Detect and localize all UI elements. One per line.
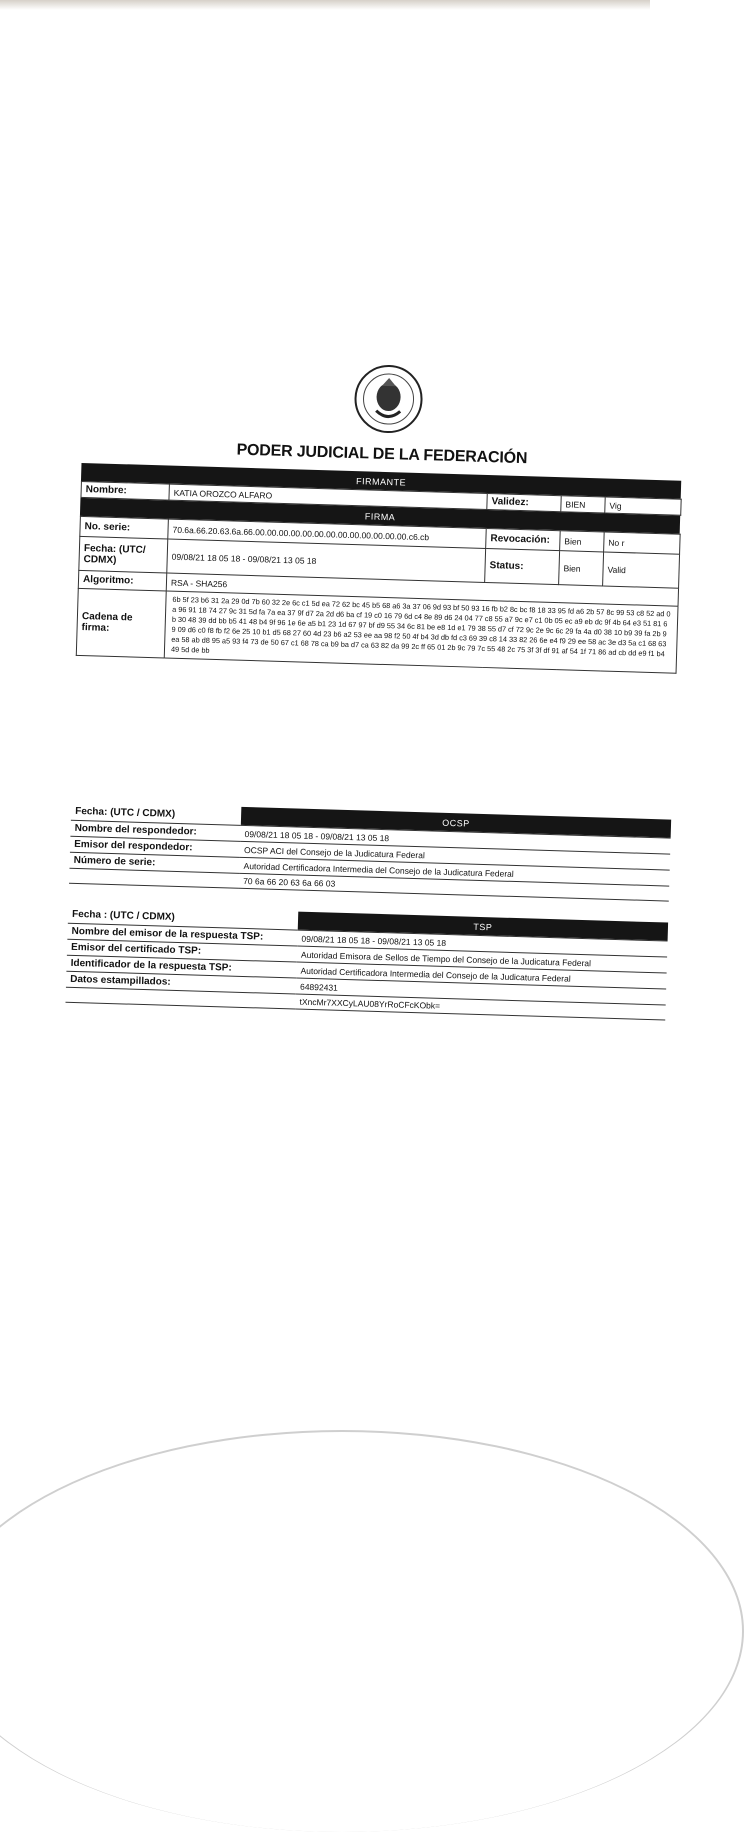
ocsp-nombre-value: OCSP ACI del Consejo de la Judicatura Federal <box>240 841 670 870</box>
ocsp-nombre-label: Nombre del respondedor: <box>70 820 240 841</box>
validez-label: Validez: <box>487 493 561 511</box>
firma-table <box>76 516 681 674</box>
status-extra: Valid <box>603 552 680 588</box>
serie-label: No. serie: <box>80 516 169 539</box>
serie-value: 70.6a.66.20.63.6a.66.00.00.00.00.00.00.00.00.00.00.00.00.00.c6.cb <box>168 519 486 548</box>
firmante-header: FIRMANTE <box>81 463 681 499</box>
document-title: PODER JUDICIAL DE LA FEDERACIÓN <box>236 441 528 468</box>
mexico-coat-of-arms-icon <box>353 363 425 435</box>
signature-certificate-page <box>70 345 685 1011</box>
tsp-nombre-emisor-label: Nombre del emisor de la respuesta TSP: <box>67 923 297 946</box>
tsp-header: TSP <box>298 912 668 941</box>
nombre-label: Nombre: <box>81 481 169 500</box>
ocsp-header: OCSP <box>241 807 671 838</box>
tsp-fecha-label: Fecha : (UTC / CDMX) <box>68 905 298 930</box>
ocsp-serie-value: 70 6a 66 20 63 6a 66 03 <box>239 873 669 901</box>
tsp-table <box>65 905 668 1021</box>
top-edge-shadow <box>0 0 650 10</box>
ocsp-emisor-label: Emisor del respondedor: <box>70 836 240 857</box>
algoritmo-value: RSA - SHA256 <box>166 573 678 606</box>
ocsp-table <box>69 802 671 902</box>
tsp-identificador-label: Identificador de la respuesta TSP: <box>66 955 296 978</box>
revocacion-extra: No r <box>604 532 681 554</box>
ocsp-section <box>69 802 671 902</box>
tsp-datos-label: Datos estampillados: <box>66 971 296 994</box>
status-label: Status: <box>485 548 560 584</box>
cadena-label: Cadena de firma: <box>76 588 166 658</box>
tsp-emisor-cert-label: Emisor del certificado TSP: <box>67 939 297 962</box>
paper-curl-edge <box>0 1430 744 1832</box>
validez-extra: Vig <box>605 497 681 515</box>
validez-value: BIEN <box>561 496 605 513</box>
fecha-label: Fecha: (UTC/ CDMX) <box>79 536 168 573</box>
algoritmo-label: Algoritmo: <box>78 570 166 591</box>
ocsp-emisor-value: Autoridad Certificadora Intermedia del Consejo de la Judicatura Federal <box>239 857 669 886</box>
fecha-value: 09/08/21 18 05 18 - 09/08/21 13 05 18 <box>167 539 486 582</box>
tsp-section <box>65 905 668 1021</box>
ocsp-fecha-label: Fecha: (UTC / CDMX) <box>71 802 241 826</box>
tsp-identificador-value: 64892431 <box>296 978 666 1005</box>
tsp-fecha-value: 09/08/21 18 05 18 - 09/08/21 13 05 18 <box>297 930 667 957</box>
tsp-nombre-emisor-value: Autoridad Emisora de Sellos de Tiempo del Consejo de la Judicatura Federal <box>297 946 667 973</box>
nombre-value: KATIA OROZCO ALFARO <box>169 484 487 509</box>
cadena-value: 6b 5f 23 b6 31 2a 29 0d 7b 60 32 2e 6c c1 5d ea 72 62 bc 45 b5 68 a6 3a 37 06 9d 93 bf 50 93 16 fb b2 8c bc f8 18 33 95 fd a6 2b 57 8c 99 53 c8 52 ad 0a 96 91 18 74 27 9c 31 5d fa 7a ea 37 9f d7 2a 2d d6 ba cf 19 c0 16 79 6d c4 8e 89 d6 24 04 77 c8 55 a7 9c e7 c1 0b 05 ec a9 eb dc 9f 4b 64 e3 51 81 6b 30 48 39 dd bb b5 41 48 b4 9f 96 1e 6e a5 b1 23 1d 67 97 bf d9 55 34 6c 81 be e8 1d e1 79 38 55 d7 cf 72 9c 2e 9c 6c 29 fa 4a d0 38 10 b9 39 fa 2b 99 09 d6 c0 f8 fb f2 6e 25 10 b1 d5 68 27 60 4d 23 b6 a2 53 ee aa 98 f2 50 4f b4 3d db fd c3 69 39 c8 14 33 82 26 6e e4 f9 29 ee 58 ac 3e d3 5a c1 68 63 ea 58 ab d8 95 a5 93 f4 73 de 50 67 c1 68 78 ca b9 ba d7 ca 63 82 da 99 2c ff 65 01 2b 9c 79 7c 55 48 2c 75 3f 3f df 91 af 54 1f 71 86 ad cb dd e9 f1 b4 49 5d de bb <box>164 591 678 673</box>
firmante-section <box>76 463 681 674</box>
ocsp-serie-label: Número de serie: <box>69 852 239 873</box>
revocacion-label: Revocación: <box>486 528 561 550</box>
revocacion-value: Bien <box>560 531 605 552</box>
tsp-datos-value: tXncMr7XXCyLAU08YrRoCFcKObk= <box>295 994 665 1020</box>
ocsp-fecha-value: 09/08/21 18 05 18 - 09/08/21 13 05 18 <box>240 825 670 854</box>
tsp-emisor-cert-value: Autoridad Certificadora Intermedia del Consejo de la Judicatura Federal <box>296 962 666 989</box>
firma-header: FIRMA <box>80 498 680 534</box>
status-value: Bien <box>559 551 604 586</box>
